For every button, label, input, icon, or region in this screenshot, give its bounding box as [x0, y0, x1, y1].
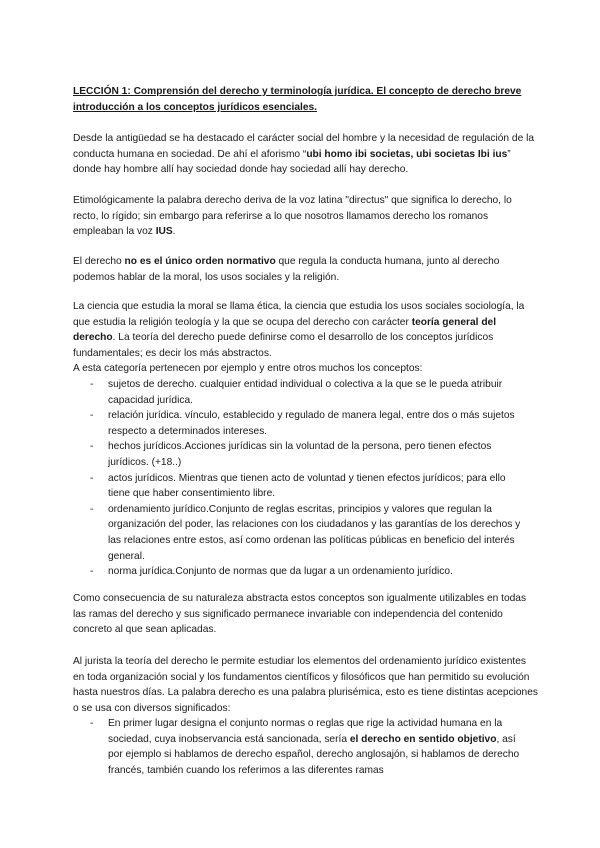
lesson-title: LECCIÓN 1: Comprensión del derecho y terminología jurídica. El concepto de derecho breve introducción a los conceptos jurídicos esenciales. [73, 86, 522, 113]
list-item: - relación jurídica. vínculo, establecido y regulado de manera legal, entre dos o más sujetos respecto a determinados intereses. [90, 410, 515, 437]
paragraph-legal-theory: La ciencia que estudia la moral se llama ética, la ciencia que estudia los usos sociales sociología, la que estudia la religión teología y la que se ocupa del derecho con carácter teoría general del derecho. La teoría del derecho puede definirse como el desarrollo de los conceptos jurídicos fundamentales; es decir los más abstractos. [73, 301, 525, 359]
list-item: - hechos jurídicos.Acciones jurídicas sin la voluntad de la persona, pero tienen efectos jurídicos. (+18..) [90, 441, 492, 468]
list-intro: A esta categoría pertenecen por ejemplo y entre otros muchos los conceptos: [73, 363, 423, 374]
list-item: - norma jurídica.Conjunto de normas que da lugar a un ordenamiento jurídico. [90, 566, 453, 578]
list-item: - actos jurídicos. Mientras que tienen acto de voluntad y tienen efectos jurídicos; para ello tiene que haber consentimiento libre. [90, 472, 506, 500]
list-item: - ordenamiento jurídico.Conjunto de reglas escritas, principios y valores que regulan la organización del poder, las relaciones con los ciudadanos y las garantías de los derechos y las relaciones entre estos, así como ordenan las políticas públicas en beneficio del interés general. [90, 503, 521, 562]
list-item: - En primer lugar designa el conjunto normas o reglas que rige la actividad humana en la sociedad, cuya inobservancia está sancionada, sería el derecho en sentido objetivo, así por ejemplo si hablamos de derecho español, derecho anglosajón, si hablamos de derecho francés, también cuando los referimos a las diferentes ramas [90, 718, 520, 776]
paragraph-plurisemic: Al jurista la teoría del derecho le permite estudiar los elementos del ordenamiento jurídico existentes en toda organización social y los fundamentos científicos y filosóficos que han permitido su evolución hasta nuestros días. La palabra derecho es una palabra plurisémica, esto es tiene distintas acepciones o se usa con diversos significados: [73, 656, 538, 714]
meanings-list [90, 716, 530, 778]
paragraph-aphorism: Desde la antigüedad se ha destacado el carácter social del hombre y la necesidad de regulación de la conducta humana en sociedad. De ahí el aforismo “ubi homo ibi societas, ubi societas Ibi ius” donde hay hombre allí hay sociedad donde hay sociedad allí hay derecho. [73, 133, 534, 176]
concepts-list [90, 377, 530, 580]
paragraph-normative-order: El derecho no es el único orden normativo que regula la conducta humana, junto al derecho podemos hablar de la moral, los usos sociales y la religión. [73, 256, 500, 283]
paragraph-etymology: Etimológicamente la palabra derecho deriva de la voz latina "directus" que significa lo derecho, lo recto, lo rígido; sin embargo para referirse a lo que nosotros llamamos derecho los romanos empleaban la voz IUS. [73, 195, 512, 238]
list-item: - sujetos de derecho. cualquier entidad individual o colectiva a la que se le pueda atribuir capacidad jurídica. [90, 379, 503, 406]
paragraph-abstract-nature: Como consecuencia de su naturaleza abstracta estos conceptos son igualmente utilizables en todas las ramas del derecho y sus significado permanece invariable con independencia del contenido concreto al que sean aplicadas. [73, 593, 527, 636]
